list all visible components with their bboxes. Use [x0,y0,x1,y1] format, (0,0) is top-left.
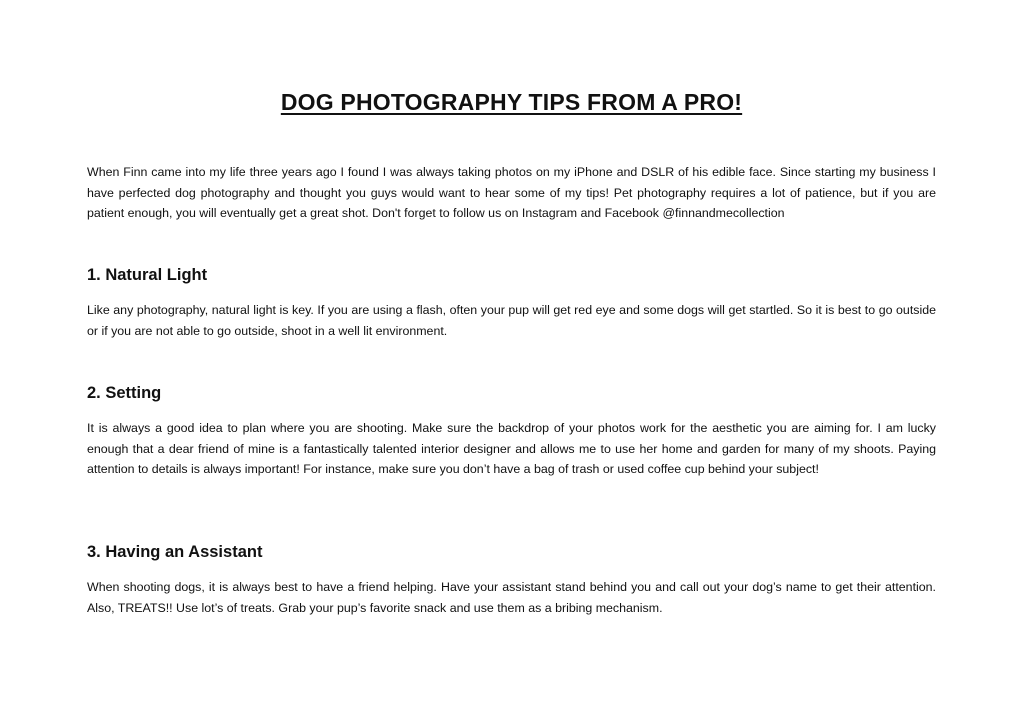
section-heading-natural-light: 1. Natural Light [87,266,208,284]
section-heading-setting: 2. Setting [87,384,162,402]
section-body-assistant: When shooting dogs, it is always best to have a friend helping. Have your assistant stand behind you and call out your dog’s name to get their attention. Also, TREATS!! Use lot’s of treats. Grab your pup’s favorite snack and use them as a bribing mechanism. [87,580,936,615]
page-title: DOG PHOTOGRAPHY TIPS FROM A PRO! [280,89,743,115]
section-body-natural-light: Like any photography, natural light is key. If you are using a flash, often your pup will get red eye and some dogs will get startled. So it is best to go outside or if you are not able to go outside, shoot in a well lit environment. [87,303,936,338]
section-heading-assistant: 3. Having an Assistant [87,543,263,561]
intro-paragraph: When Finn came into my life three years ago I found I was always taking photos on my iPhone and DSLR of his edible face. Since starting my business I have perfected dog photography and thought you guys would want to hear some of my tips! Pet photography requires a lot of patience, but if you are patient enough, you will eventually get a great shot. Don't forget to follow us on Instagram and Facebook @finnandmecollection [87,165,936,221]
section-body-setting: It is always a good idea to plan where you are shooting. Make sure the backdrop of your photos work for the aesthetic you are aiming for. I am lucky enough that a dear friend of mine is a fantastically talented interior designer and allows me to use her home and garden for many of my shoots. Paying attention to details is always important! For instance, make sure you don’t have a bag of trash or used coffee cup behind your subject! [87,421,936,477]
